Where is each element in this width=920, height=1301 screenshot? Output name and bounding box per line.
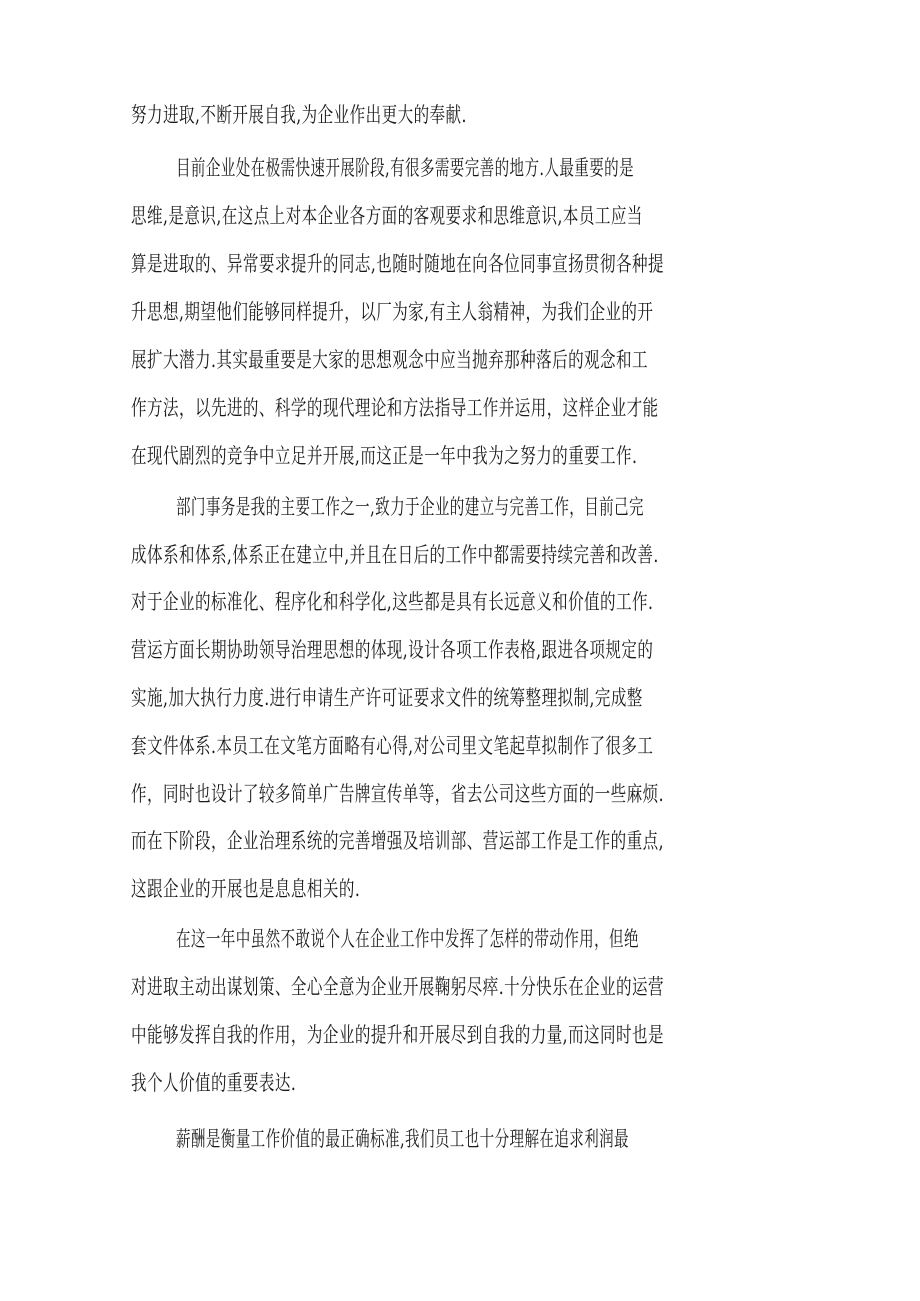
text-line: 升思想,期望他们能够同样提升，以厂为家,有主人翁精神，为我们企业的开 [131,300,654,324]
text-line: 展扩大潜力.其实最重要是大家的思想观念中应当抛弃那种落后的观念和工 [131,348,649,372]
text-line: 目前企业处在极需快速开展阶段,有很多需要完善的地方.人最重要的是 [176,156,635,180]
text-line: 薪酬是衡量工作价值的最正确标准,我们员工也十分理解在追求利润最 [176,1127,629,1151]
text-line: 套文件体系.本员工在文笔方面略有心得,对公司里文笔起草拟制作了很多工 [131,734,654,758]
text-line: 而在下阶段，企业治理系统的完善增强及培训部、营运部工作是工作的重点, [131,829,665,853]
text-line: 实施,加大执行力度.进行申请生产许可证要求文件的统筹整理拟制,完成整 [131,686,643,710]
text-line: 成体系和体系,体系正在建立中,并且在日后的工作中都需要持续完善和改善. [131,543,659,567]
text-line: 营运方面长期协助领导治理思想的体现,设计各项工作表格,跟进各项规定的 [131,638,654,662]
text-line: 努力进取,不断开展自我,为企业作出更大的奉献. [131,103,467,127]
text-line: 在这一年中虽然不敢说个人在企业工作中发挥了怎样的带动作用，但绝 [176,927,639,951]
text-line: 对进取主动出谋划策、全心全意为企业开展鞠躬尽瘁.十分快乐在企业的运营 [131,975,665,999]
text-line: 算是进取的、异常要求提升的同志,也随时随地在向各位同事宣扬贯彻各种提 [131,252,665,276]
text-line: 作，同时也设计了较多简单广告牌宣传单等，省去公司这些方面的一些麻烦. [131,782,665,806]
text-line: 部门事务是我的主要工作之一,致力于企业的建立与完善工作，目前己完 [176,495,644,519]
text-line: 思维,是意识,在这点上对本企业各方面的客观要求和思维意识,本员工应当 [131,204,643,228]
text-line: 作方法，以先进的、科学的现代理论和方法指导工作并运用，这样企业才能 [131,396,659,420]
text-line: 我个人价值的重要表达. [131,1071,297,1095]
text-line: 这跟企业的开展也是息息相关的. [131,877,361,901]
text-line: 在现代剧烈的竞争中立足并开展,而这正是一年中我为之努力的重要工作. [131,444,638,468]
text-line: 中能够发挥自我的作用，为企业的提升和开展尽到自我的力量,而这同时也是 [131,1023,665,1047]
text-line: 对于企业的标准化、程序化和科学化,这些都是具有长远意义和价值的工作. [131,590,654,614]
